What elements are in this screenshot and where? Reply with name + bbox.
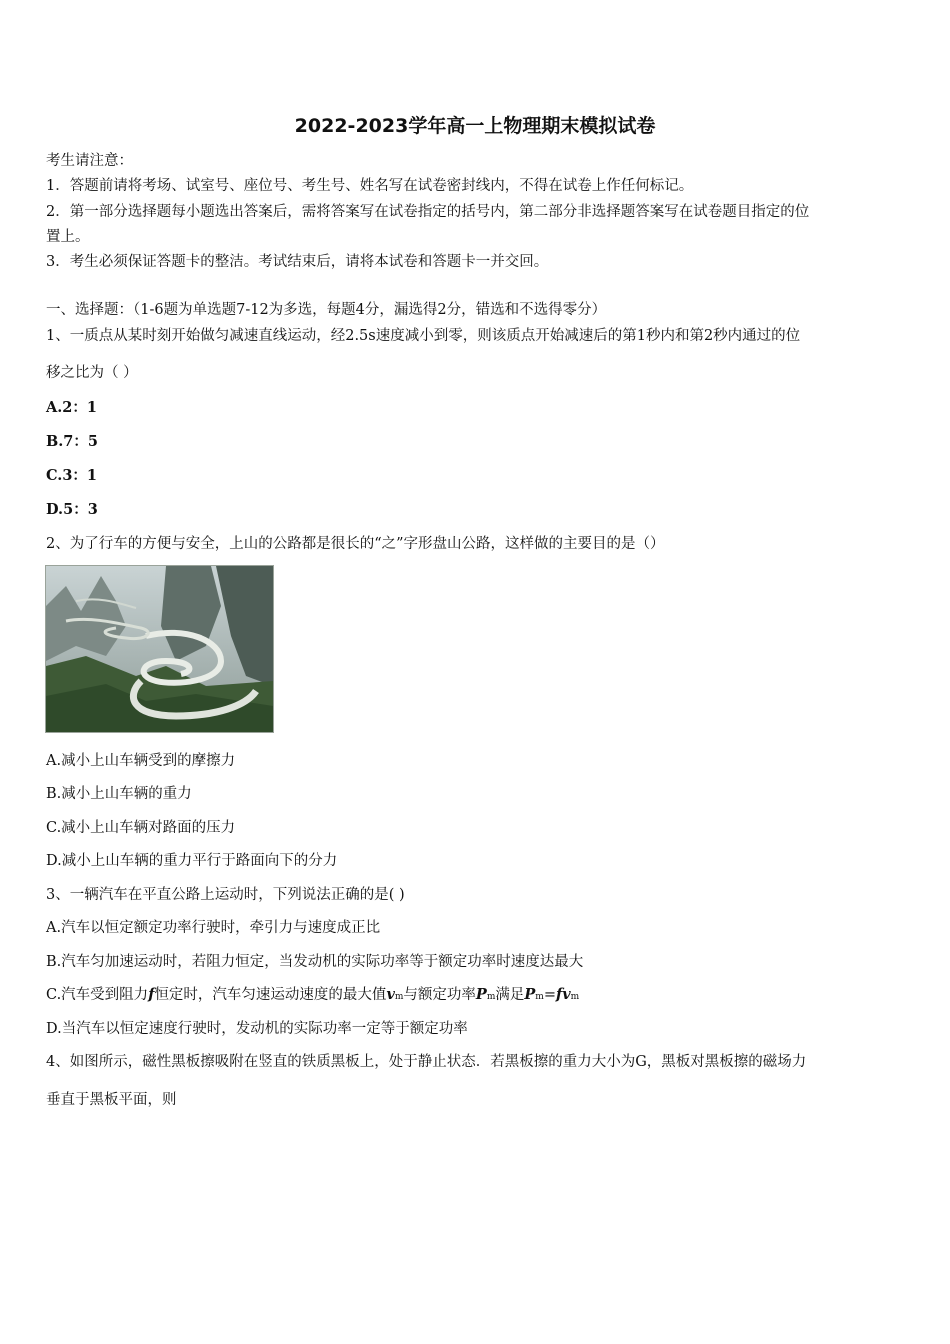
q1-stem-line-1: 1、一质点从某时刻开始做匀减速直线运动，经2.5s速度减小到零，则该质点开始减速后的第1秒内和第2秒内通过的位 [46,328,801,344]
q4-stem-line-2: 垂直于黑板平面，则 [46,1092,177,1108]
q1-option-c: C.3：1 [46,467,98,484]
q2-stem: 2、为了行车的方便与安全，上山的公路都是很长的“之”字形盘山公路，这样做的主要目的是（） [46,536,665,552]
mountain-road-photo [45,565,274,733]
q1-option-b: B.7：5 [46,433,98,450]
force-f-symbol: f [148,986,155,1003]
q2-option-a: A.减小上山车辆受到的摩擦力 [46,753,236,769]
q3-option-d: D.当汽车以恒定速度行驶时，发动机的实际功率一定等于额定功率 [46,1021,468,1037]
notice-item-2: 2．第一部分选择题每小题选出答案后，需将答案写在试卷指定的括号内，第二部分非选择题答案写在试卷题目指定的位 [46,204,810,220]
notice-heading: 考生请注意： [46,153,133,169]
q1-stem-line-2: 移之比为（ ） [46,365,138,381]
q3-option-b: B.汽车匀加速运动时，若阻力恒定，当发动机的实际功率等于额定功率时速度达最大 [46,954,584,970]
notice-item-2-cont: 置上。 [46,229,90,245]
q2-option-b: B.减小上山车辆的重力 [46,786,192,802]
q3-option-c: C.汽车受到阻力f恒定时，汽车匀速运动速度的最大值vm与额定功率Pm满足Pm=fvm [46,986,580,1003]
section-heading: 一、选择题：（1-6题为单选题7-12为多选，每题4分，漏选得2分，错选和不选得零分） [46,302,607,318]
q3-option-a: A.汽车以恒定额定功率行驶时，牵引力与速度成正比 [46,920,381,936]
notice-item-3: 3．考生必须保证答题卡的整洁。考试结束后，请将本试卷和答题卡一并交回。 [46,254,549,270]
q1-option-d: D.5：3 [46,501,98,518]
q4-stem-line-1: 4、如图所示，磁性黑板擦吸附在竖直的铁质黑板上，处于静止状态．若黑板擦的重力大小为G，黑板对黑板擦的磁场力 [46,1054,807,1070]
exam-title: 2022-2023学年高一上物理期末模拟试卷 [294,115,656,137]
q1-option-a: A.2：1 [46,399,97,416]
notice-item-1: 1．答题前请将考场、试室号、座位号、考生号、姓名写在试卷密封线内，不得在试卷上作任何标记。 [46,178,694,194]
q2-option-d: D.减小上山车辆的重力平行于路面向下的分力 [46,853,338,869]
q2-option-c: C.减小上山车辆对路面的压力 [46,820,236,836]
q3-stem: 3、一辆汽车在平直公路上运动时，下列说法正确的是( ) [46,887,405,903]
